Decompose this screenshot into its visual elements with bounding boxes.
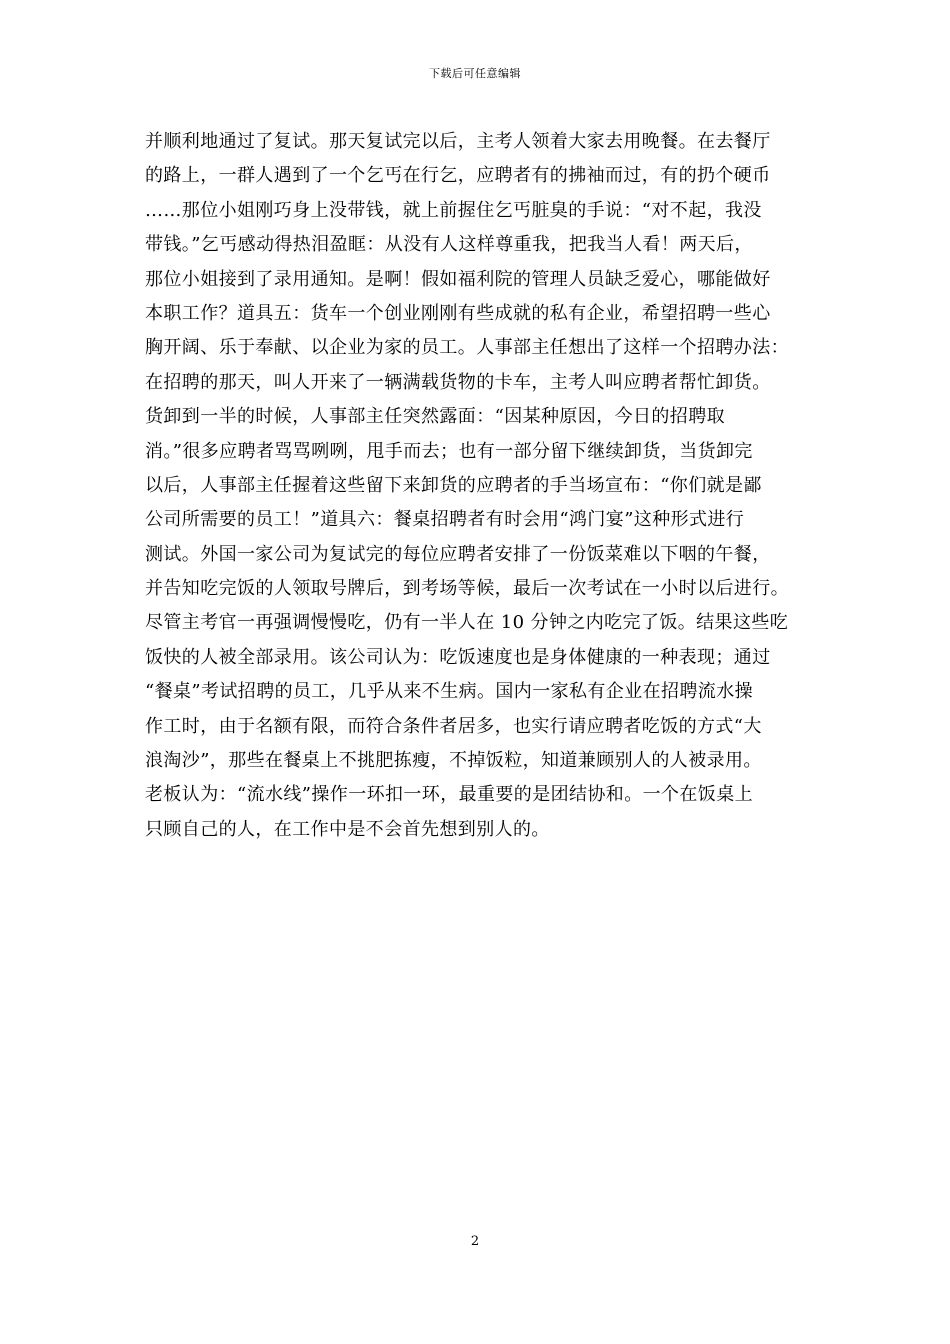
- text-line: 公司所需要的员工！”道具六：餐桌招聘者有时会用“鸿门宴”这种形式进行: [145, 509, 745, 531]
- text-line: 作工时，由于名额有限，而符合条件者居多，也实行请应聘者吃饭的方式“大: [145, 715, 762, 737]
- text-line: 测试。外国一家公司为复试完的每位应聘者安排了一份饭菜难以下咽的午餐，: [145, 543, 771, 565]
- text-line: 货卸到一半的时候，人事部主任突然露面：“因某种原因，今日的招聘取: [145, 406, 725, 428]
- text-line: “餐桌”考试招聘的员工，几乎从来不生病。国内一家私有企业在招聘流水操: [145, 681, 754, 703]
- text-line: 以后，人事部主任握着这些留下来卸货的应聘者的手当场宣布：“你们就是鄙: [145, 474, 762, 496]
- text-line: 老板认为：“流水线”操作一环扣一环，最重要的是团结协和。一个在饭桌上: [145, 784, 754, 806]
- text-line: 的路上，一群人遇到了一个乞丐在行乞，应聘者有的拂袖而过，有的扔个硬币: [145, 165, 771, 187]
- text-line: 并顺利地通过了复试。那天复试完以后，主考人领着大家去用晚餐。在去餐厅: [145, 131, 771, 152]
- text-line: 尽管主考官一再强调慢慢吃，仍有一半人在 10 分钟之内吃完了饭。结果这些吃: [145, 612, 789, 634]
- page-number: 2: [470, 1234, 480, 1249]
- text-line: 浪淘沙”，那些在餐桌上不挑肥拣瘦，不掉饭粒，知道兼顾别人的人被录用。: [145, 750, 762, 772]
- text-line: 消。”很多应聘者骂骂咧咧，甩手而去；也有一部分留下继续卸货，当货卸完: [145, 440, 753, 462]
- body-text: [145, 125, 825, 847]
- page-header: 下载后可任意编辑: [429, 67, 521, 80]
- text-line: 带钱。”乞丐感动得热泪盈眶：从没有人这样尊重我，把我当人看！两天后，: [145, 234, 753, 256]
- text-line: 在招聘的那天，叫人开来了一辆满载货物的卡车，主考人叫应聘者帮忙卸货。: [145, 371, 771, 393]
- text-line: ……那位小姐刚巧身上没带钱，就上前握住乞丐脏臭的手说：“对不起，我没: [145, 199, 762, 221]
- text-line: 只顾自己的人，在工作中是不会首先想到别人的。: [145, 818, 550, 840]
- text-line: 本职工作？道具五：货车一个创业刚刚有些成就的私有企业，希望招聘一些心: [145, 302, 771, 324]
- text-line: 那位小姐接到了录用通知。是啊！假如福利院的管理人员缺乏爱心，哪能做好: [145, 268, 771, 290]
- text-line: 并告知吃完饭的人领取号牌后，到考场等候，最后一次考试在一小时以后进行。: [145, 578, 789, 600]
- text-line: 胸开阔、乐于奉献、以企业为家的员工。人事部主任想出了这样一个招聘办法：: [145, 337, 789, 359]
- text-line: 饭快的人被全部录用。该公司认为：吃饭速度也是身体健康的一种表现；通过: [145, 646, 771, 668]
